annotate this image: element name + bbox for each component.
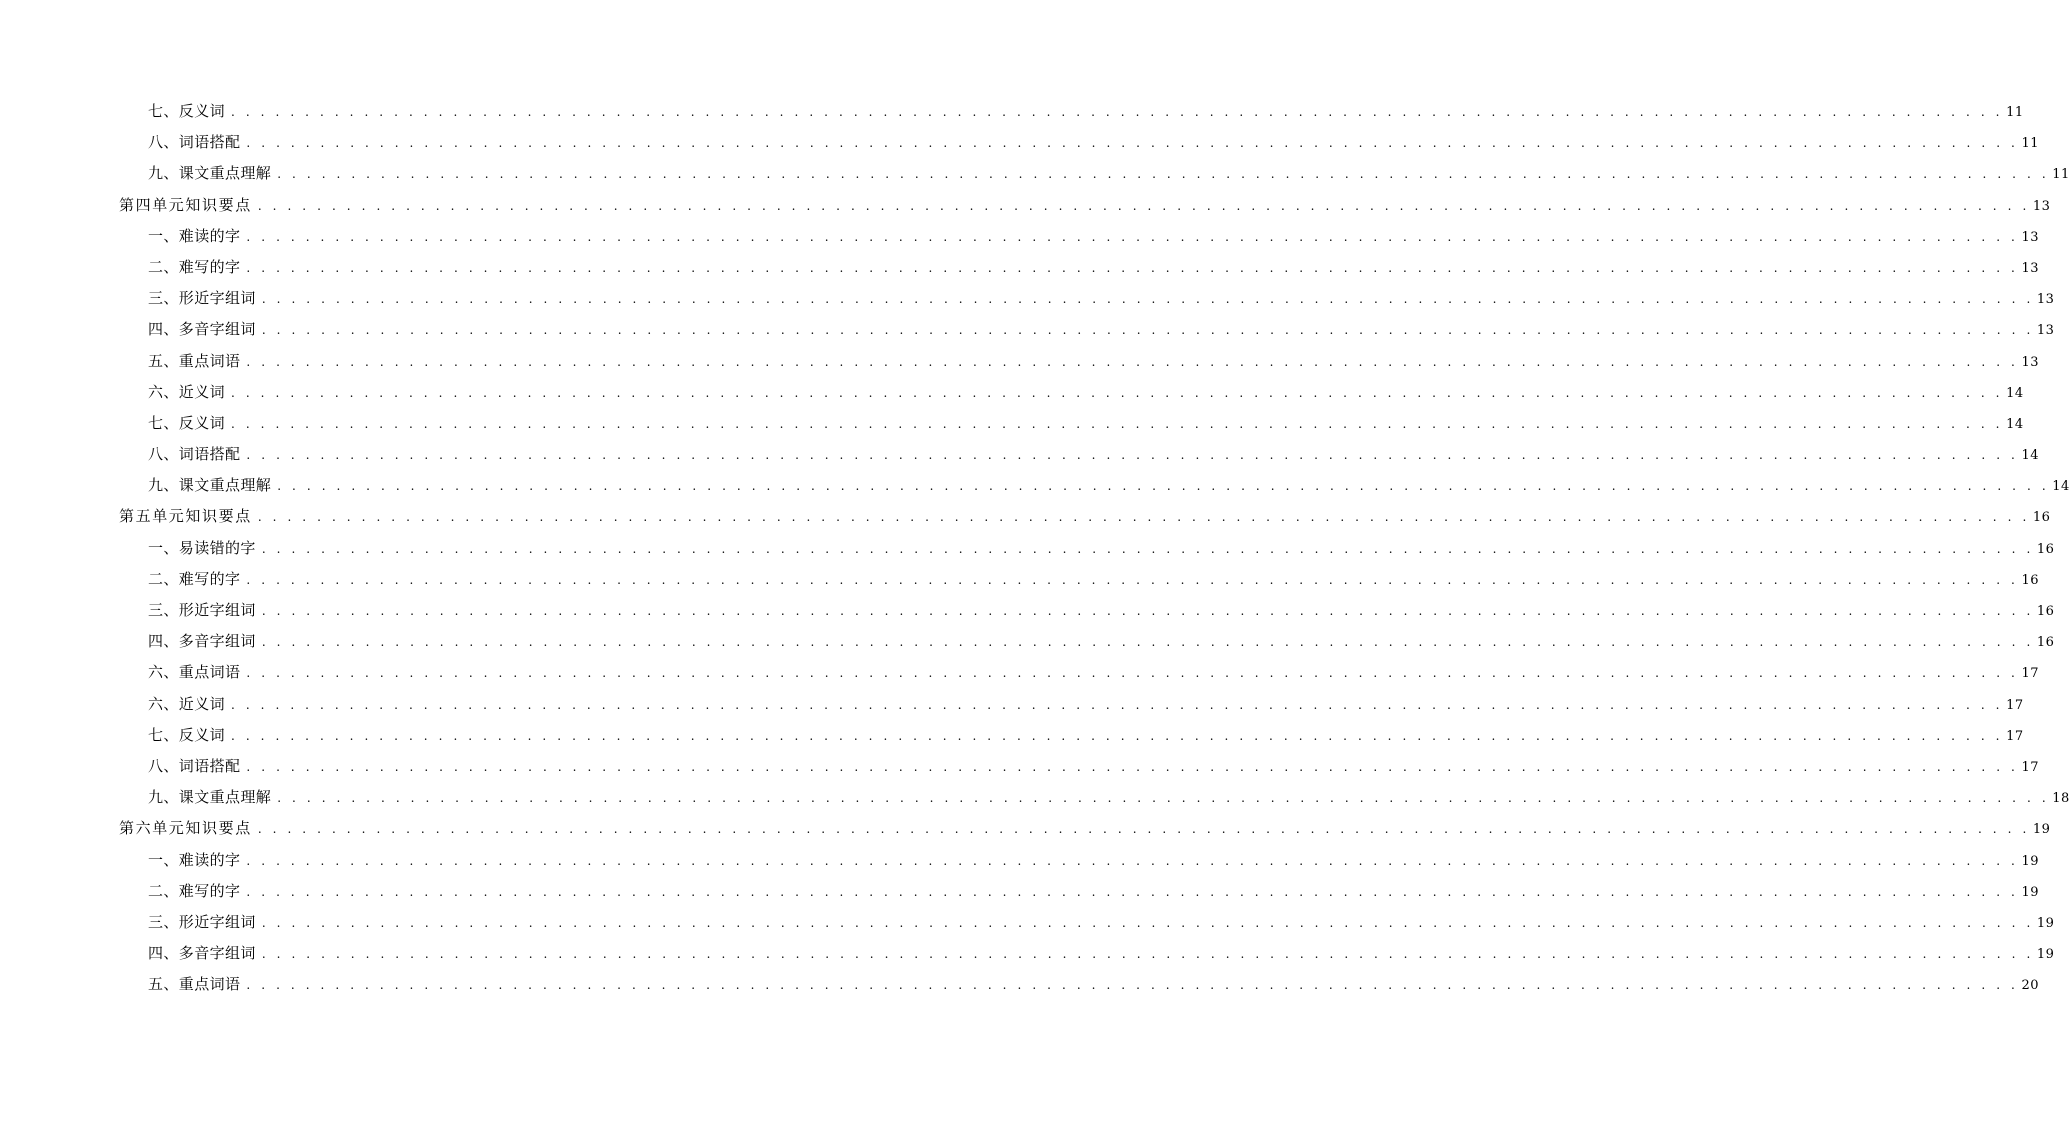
toc-section-entry[interactable] <box>119 969 2040 1000</box>
toc-page-number: 16 <box>2036 541 2055 557</box>
toc-dot-leader: . . . . . . . . . . . . . . . . . . . . . . . . . . . . . . . . . . . . . . . . . . . . . . . . . . . . . . . . . . . . . . . . . . . . . . . . . . . . . . . . . . . . . . . . . . . . . . . . . . . . . . . . . . . . . . . . . . . . . . . . <box>246 572 2019 587</box>
toc-section-entry[interactable] <box>119 564 2040 595</box>
toc-entry-title: 七、反义词 <box>148 102 226 120</box>
toc-section-entry[interactable] <box>119 252 2040 283</box>
toc-dot-leader: . . . . . . . . . . . . . . . . . . . . . . . . . . . . . . . . . . . . . . . . . . . . . . . . . . . . . . . . . . . . . . . . . . . . . . . . . . . . . . . . . . . . . . . . . . . . . . . . . . . . . . . . . . . . . . . . . . . . . . . . <box>261 541 2034 556</box>
toc-entry-title: 九、课文重点理解 <box>148 476 272 495</box>
toc-page-number: 13 <box>2021 229 2040 245</box>
toc-dot-leader: . . . . . . . . . . . . . . . . . . . . . . . . . . . . . . . . . . . . . . . . . . . . . . . . . . . . . . . . . . . . . . . . . . . . . . . . . . . . . . . . . . . . . . . . . . . . . . . . . . . . . . . . . . . . . . . . . . . . . . . . <box>246 354 2019 369</box>
toc-entry-title: 一、难读的字 <box>148 226 241 245</box>
toc-dot-leader: . . . . . . . . . . . . . . . . . . . . . . . . . . . . . . . . . . . . . . . . . . . . . . . . . . . . . . . . . . . . . . . . . . . . . . . . . . . . . . . . . . . . . . . . . . . . . . . . . . . . . . . . . . . . . . . . . . . . . . . . <box>257 822 2030 837</box>
toc-dot-leader: . . . . . . . . . . . . . . . . . . . . . . . . . . . . . . . . . . . . . . . . . . . . . . . . . . . . . . . . . . . . . . . . . . . . . . . . . . . . . . . . . . . . . . . . . . . . . . . . . . . . . . . . . . . . . . . . . . . . . . . . <box>277 167 2050 182</box>
toc-entry-title: 八、词语搭配 <box>148 445 241 464</box>
toc-section-entry[interactable] <box>119 751 2040 782</box>
toc-section-entry[interactable] <box>119 96 2024 127</box>
toc-page-number: 11 <box>2021 136 2040 152</box>
toc-dot-leader: . . . . . . . . . . . . . . . . . . . . . . . . . . . . . . . . . . . . . . . . . . . . . . . . . . . . . . . . . . . . . . . . . . . . . . . . . . . . . . . . . . . . . . . . . . . . . . . . . . . . . . . . . . . . . . . . . . . . . . . . <box>257 510 2030 525</box>
toc-dot-leader: . . . . . . . . . . . . . . . . . . . . . . . . . . . . . . . . . . . . . . . . . . . . . . . . . . . . . . . . . . . . . . . . . . . . . . . . . . . . . . . . . . . . . . . . . . . . . . . . . . . . . . . . . . . . . . . . . . . . . . . . <box>261 323 2034 338</box>
toc-section-entry[interactable] <box>119 470 2070 501</box>
toc-page-number: 17 <box>2021 666 2040 682</box>
toc-section-entry[interactable] <box>119 158 2070 189</box>
toc-dot-leader: . . . . . . . . . . . . . . . . . . . . . . . . . . . . . . . . . . . . . . . . . . . . . . . . . . . . . . . . . . . . . . . . . . . . . . . . . . . . . . . . . . . . . . . . . . . . . . . . . . . . . . . . . . . . . . . . . . . . . . . . <box>246 666 2019 681</box>
toc-page-number: 13 <box>2036 292 2055 308</box>
toc-chapter-entry[interactable] <box>119 501 2051 532</box>
toc-entry-title: 第四单元知识要点 <box>119 195 252 214</box>
toc-page-number: 13 <box>2032 198 2051 214</box>
toc-page-number: 13 <box>2036 323 2055 339</box>
toc-dot-leader: . . . . . . . . . . . . . . . . . . . . . . . . . . . . . . . . . . . . . . . . . . . . . . . . . . . . . . . . . . . . . . . . . . . . . . . . . . . . . . . . . . . . . . . . . . . . . . . . . . . . . . . . . . . . . . . . . . . . . . . . <box>246 136 2019 151</box>
toc-dot-leader: . . . . . . . . . . . . . . . . . . . . . . . . . . . . . . . . . . . . . . . . . . . . . . . . . . . . . . . . . . . . . . . . . . . . . . . . . . . . . . . . . . . . . . . . . . . . . . . . . . . . . . . . . . . . . . . . . . . . . . . . <box>261 915 2034 930</box>
toc-dot-leader: . . . . . . . . . . . . . . . . . . . . . . . . . . . . . . . . . . . . . . . . . . . . . . . . . . . . . . . . . . . . . . . . . . . . . . . . . . . . . . . . . . . . . . . . . . . . . . . . . . . . . . . . . . . . . . . . . . . . . . . . <box>261 604 2034 618</box>
toc-chapter-entry[interactable] <box>119 813 2051 844</box>
toc-section-entry[interactable] <box>119 595 2055 626</box>
toc-entry-title: 五、重点词语 <box>148 351 241 370</box>
toc-page-number: 16 <box>2036 635 2055 651</box>
toc-page-number: 17 <box>2006 728 2024 744</box>
toc-entry-title: 三、形近字组词 <box>148 601 256 619</box>
toc-entry-title: 一、难读的字 <box>148 850 241 869</box>
toc-section-entry[interactable] <box>119 377 2024 408</box>
toc-page-number: 16 <box>2032 510 2051 526</box>
toc-section-entry[interactable] <box>119 283 2055 314</box>
toc-dot-leader: . . . . . . . . . . . . . . . . . . . . . . . . . . . . . . . . . . . . . . . . . . . . . . . . . . . . . . . . . . . . . . . . . . . . . . . . . . . . . . . . . . . . . . . . . . . . . . . . . . . . . . . . . . . . . . . . . . . . . . . . <box>246 260 2019 275</box>
toc-entry-title: 五、重点词语 <box>148 975 241 994</box>
table-of-contents <box>119 96 2070 1000</box>
toc-entry-title: 四、多音字组词 <box>148 632 256 651</box>
toc-section-entry[interactable] <box>119 533 2055 564</box>
toc-page-number: 19 <box>2032 822 2051 838</box>
toc-entry-title: 四、多音字组词 <box>148 944 256 963</box>
toc-entry-title: 七、反义词 <box>148 725 226 744</box>
toc-section-entry[interactable] <box>119 845 2040 876</box>
toc-dot-leader: . . . . . . . . . . . . . . . . . . . . . . . . . . . . . . . . . . . . . . . . . . . . . . . . . . . . . . . . . . . . . . . . . . . . . . . . . . . . . . . . . . . . . . . . . . . . . . . . . . . . . . . . . . . . . . . . . . . . . . . . <box>257 198 2030 213</box>
toc-page-number: 16 <box>2021 572 2040 588</box>
toc-section-entry[interactable] <box>119 657 2040 688</box>
toc-entry-title: 第六单元知识要点 <box>119 819 252 838</box>
toc-entry-title: 第五单元知识要点 <box>119 507 252 526</box>
toc-page-number: 19 <box>2036 947 2055 963</box>
toc-section-entry[interactable] <box>119 720 2024 751</box>
toc-dot-leader: . . . . . . . . . . . . . . . . . . . . . . . . . . . . . . . . . . . . . . . . . . . . . . . . . . . . . . . . . . . . . . . . . . . . . . . . . . . . . . . . . . . . . . . . . . . . . . . . . . . . . . . . . . . . . . . . . . . . . . . . <box>261 292 2034 307</box>
toc-entry-title: 二、难写的字 <box>148 257 241 276</box>
toc-dot-leader: . . . . . . . . . . . . . . . . . . . . . . . . . . . . . . . . . . . . . . . . . . . . . . . . . . . . . . . . . . . . . . . . . . . . . . . . . . . . . . . . . . . . . . . . . . . . . . . . . . . . . . . . . . . . . . . . . . . . . . . . <box>277 791 2050 806</box>
toc-section-entry[interactable] <box>119 221 2040 252</box>
toc-section-entry[interactable] <box>119 127 2040 158</box>
toc-page-number: 13 <box>2021 260 2040 276</box>
toc-dot-leader: . . . . . . . . . . . . . . . . . . . . . . . . . . . . . . . . . . . . . . . . . . . . . . . . . . . . . . . . . . . . . . . . . . . . . . . . . . . . . . . . . . . . . . . . . . . . . . . . . . . . . . . . . . . . . . . . . . . . . . . . <box>231 728 2004 743</box>
toc-page-number: 14 <box>2021 448 2040 464</box>
toc-dot-leader: . . . . . . . . . . . . . . . . . . . . . . . . . . . . . . . . . . . . . . . . . . . . . . . . . . . . . . . . . . . . . . . . . . . . . . . . . . . . . . . . . . . . . . . . . . . . . . . . . . . . . . . . . . . . . . . . . . . . . . . . <box>246 229 2019 244</box>
toc-page-number: 11 <box>2006 105 2024 120</box>
toc-section-entry[interactable] <box>119 346 2040 377</box>
toc-dot-leader: . . . . . . . . . . . . . . . . . . . . . . . . . . . . . . . . . . . . . . . . . . . . . . . . . . . . . . . . . . . . . . . . . . . . . . . . . . . . . . . . . . . . . . . . . . . . . . . . . . . . . . . . . . . . . . . . . . . . . . . . <box>231 385 2004 400</box>
toc-entry-title: 四、多音字组词 <box>148 320 256 339</box>
toc-dot-leader: . . . . . . . . . . . . . . . . . . . . . . . . . . . . . . . . . . . . . . . . . . . . . . . . . . . . . . . . . . . . . . . . . . . . . . . . . . . . . . . . . . . . . . . . . . . . . . . . . . . . . . . . . . . . . . . . . . . . . . . . <box>231 416 2004 431</box>
toc-page-number: 14 <box>2006 385 2024 401</box>
toc-entry-title: 一、易读错的字 <box>148 538 256 557</box>
toc-section-entry[interactable] <box>119 439 2040 470</box>
toc-page-number: 17 <box>2006 697 2024 713</box>
toc-dot-leader: . . . . . . . . . . . . . . . . . . . . . . . . . . . . . . . . . . . . . . . . . . . . . . . . . . . . . . . . . . . . . . . . . . . . . . . . . . . . . . . . . . . . . . . . . . . . . . . . . . . . . . . . . . . . . . . . . . . . . . . . <box>246 978 2019 993</box>
toc-dot-leader: . . . . . . . . . . . . . . . . . . . . . . . . . . . . . . . . . . . . . . . . . . . . . . . . . . . . . . . . . . . . . . . . . . . . . . . . . . . . . . . . . . . . . . . . . . . . . . . . . . . . . . . . . . . . . . . . . . . . . . . . <box>261 635 2034 650</box>
toc-dot-leader: . . . . . . . . . . . . . . . . . . . . . . . . . . . . . . . . . . . . . . . . . . . . . . . . . . . . . . . . . . . . . . . . . . . . . . . . . . . . . . . . . . . . . . . . . . . . . . . . . . . . . . . . . . . . . . . . . . . . . . . . <box>246 853 2019 868</box>
toc-section-entry[interactable] <box>119 907 2055 938</box>
toc-entry-title: 八、词语搭配 <box>148 756 241 775</box>
toc-dot-leader: . . . . . . . . . . . . . . . . . . . . . . . . . . . . . . . . . . . . . . . . . . . . . . . . . . . . . . . . . . . . . . . . . . . . . . . . . . . . . . . . . . . . . . . . . . . . . . . . . . . . . . . . . . . . . . . . . . . . . . . . <box>246 884 2019 899</box>
toc-entry-title: 八、词语搭配 <box>148 133 241 152</box>
toc-section-entry[interactable] <box>119 876 2040 907</box>
toc-entry-title: 六、近义词 <box>148 694 226 713</box>
toc-section-entry[interactable] <box>119 314 2055 345</box>
toc-dot-leader: . . . . . . . . . . . . . . . . . . . . . . . . . . . . . . . . . . . . . . . . . . . . . . . . . . . . . . . . . . . . . . . . . . . . . . . . . . . . . . . . . . . . . . . . . . . . . . . . . . . . . . . . . . . . . . . . . . . . . . . . <box>246 448 2019 463</box>
toc-page-number: 14 <box>2006 416 2024 432</box>
toc-entry-title: 三、形近字组词 <box>148 912 256 931</box>
toc-entry-title: 七、反义词 <box>148 413 226 432</box>
toc-page-number: 19 <box>2021 853 2040 869</box>
toc-entry-title: 九、课文重点理解 <box>148 788 272 807</box>
toc-page-number: 20 <box>2021 978 2040 994</box>
toc-page-number: 18 <box>2052 791 2070 807</box>
toc-chapter-entry[interactable] <box>119 190 2051 221</box>
toc-section-entry[interactable] <box>119 782 2070 813</box>
toc-page-number: 19 <box>2021 884 2040 900</box>
toc-entry-title: 九、课文重点理解 <box>148 164 272 183</box>
toc-entry-title: 六、近义词 <box>148 382 226 401</box>
toc-page-number: 19 <box>2036 915 2055 931</box>
toc-section-entry[interactable] <box>119 626 2055 657</box>
toc-dot-leader: . . . . . . . . . . . . . . . . . . . . . . . . . . . . . . . . . . . . . . . . . . . . . . . . . . . . . . . . . . . . . . . . . . . . . . . . . . . . . . . . . . . . . . . . . . . . . . . . . . . . . . . . . . . . . . . . . . . . . . . . <box>231 105 2004 119</box>
toc-section-entry[interactable] <box>119 938 2055 969</box>
toc-entry-title: 三、形近字组词 <box>148 289 256 308</box>
toc-page-number: 14 <box>2052 479 2070 495</box>
toc-dot-leader: . . . . . . . . . . . . . . . . . . . . . . . . . . . . . . . . . . . . . . . . . . . . . . . . . . . . . . . . . . . . . . . . . . . . . . . . . . . . . . . . . . . . . . . . . . . . . . . . . . . . . . . . . . . . . . . . . . . . . . . . <box>277 479 2050 494</box>
toc-entry-title: 六、重点词语 <box>148 663 241 682</box>
toc-page-number: 11 <box>2052 167 2070 183</box>
toc-section-entry[interactable] <box>119 689 2024 720</box>
toc-entry-title: 二、难写的字 <box>148 569 241 588</box>
toc-dot-leader: . . . . . . . . . . . . . . . . . . . . . . . . . . . . . . . . . . . . . . . . . . . . . . . . . . . . . . . . . . . . . . . . . . . . . . . . . . . . . . . . . . . . . . . . . . . . . . . . . . . . . . . . . . . . . . . . . . . . . . . . <box>246 759 2019 774</box>
toc-section-entry[interactable] <box>119 408 2024 439</box>
toc-page-number: 17 <box>2021 759 2040 775</box>
toc-page-number: 16 <box>2036 604 2055 619</box>
toc-dot-leader: . . . . . . . . . . . . . . . . . . . . . . . . . . . . . . . . . . . . . . . . . . . . . . . . . . . . . . . . . . . . . . . . . . . . . . . . . . . . . . . . . . . . . . . . . . . . . . . . . . . . . . . . . . . . . . . . . . . . . . . . <box>261 947 2034 962</box>
toc-page-number: 13 <box>2021 354 2040 370</box>
toc-dot-leader: . . . . . . . . . . . . . . . . . . . . . . . . . . . . . . . . . . . . . . . . . . . . . . . . . . . . . . . . . . . . . . . . . . . . . . . . . . . . . . . . . . . . . . . . . . . . . . . . . . . . . . . . . . . . . . . . . . . . . . . . <box>231 697 2004 712</box>
toc-entry-title: 二、难写的字 <box>148 881 241 900</box>
